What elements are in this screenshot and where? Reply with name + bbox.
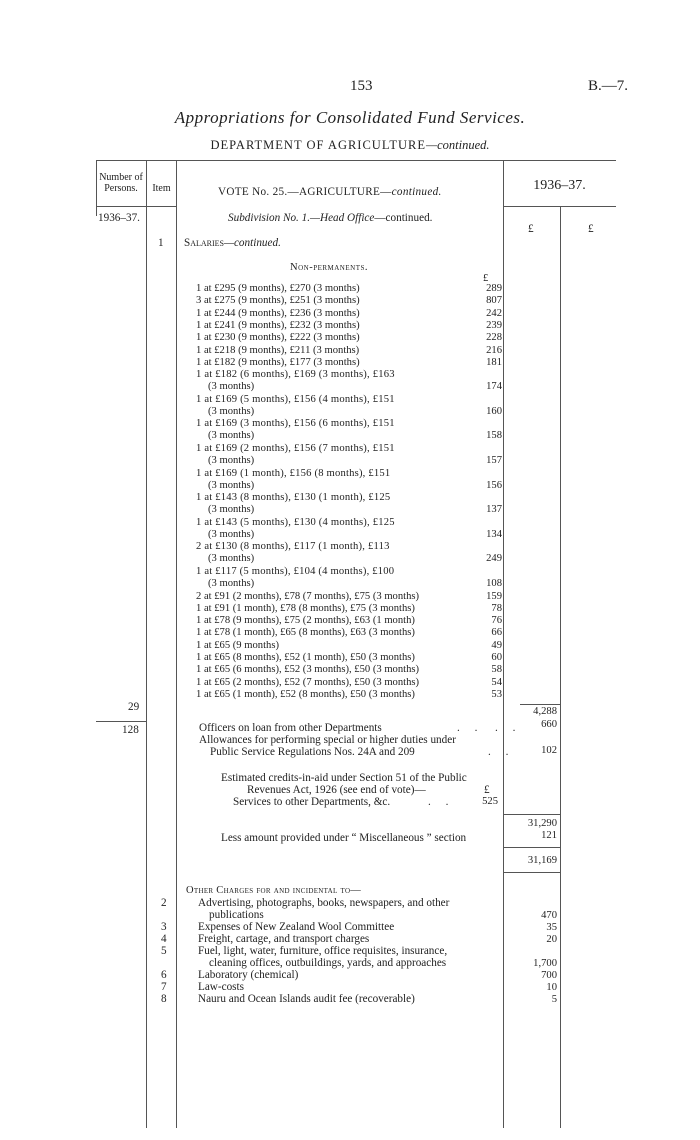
charge-description: Law-costs bbox=[198, 981, 244, 993]
row-description: 1 at £78 (1 month), £65 (8 months), £63 (3 months) bbox=[196, 627, 415, 639]
charge-description: Fuel, light, water, furniture, office requisites, insurance, bbox=[198, 945, 448, 957]
row-description-cont: (3 months) bbox=[208, 553, 255, 565]
persons-subtotal: 29 bbox=[128, 701, 140, 713]
charge-amount: 5 bbox=[551, 994, 557, 1005]
charge-description: Laboratory (chemical) bbox=[198, 969, 299, 981]
salaries-subtotal: 4,288 bbox=[533, 706, 557, 717]
row-description-cont: (3 months) bbox=[208, 479, 255, 491]
department-suffix: —continued. bbox=[425, 138, 490, 152]
table-row bbox=[196, 443, 502, 467]
subdivision-heading bbox=[228, 212, 432, 224]
table-row bbox=[196, 615, 502, 627]
charge-amount: 35 bbox=[546, 922, 557, 933]
row-description: 1 at £169 (1 month), £156 (8 months), £151 bbox=[196, 467, 391, 479]
less-miscellaneous-label: Less amount provided under “ Miscellaneous ” section bbox=[221, 832, 467, 844]
row-description: 1 at £244 (9 months), £236 (3 months) bbox=[196, 307, 360, 319]
row-description: 1 at £169 (3 months), £156 (6 months), £151 bbox=[196, 418, 395, 430]
vote-title: VOTE No. 25.—AGRICULTURE— bbox=[218, 186, 392, 198]
charge-item-number: 6 bbox=[161, 969, 167, 981]
table-row bbox=[196, 603, 502, 615]
row-amount: 174 bbox=[486, 381, 502, 393]
row-amount: 108 bbox=[486, 577, 502, 589]
charge-description: Expenses of New Zealand Wool Committee bbox=[198, 921, 395, 933]
col-divider-amount2 bbox=[560, 206, 561, 1128]
table-row bbox=[196, 677, 502, 689]
table-row bbox=[196, 332, 502, 344]
officers-on-loan-amount: 660 bbox=[541, 719, 557, 730]
row-amount: 807 bbox=[486, 295, 502, 307]
non-permanents-heading: Non-permanents. bbox=[290, 262, 368, 273]
year-header: 1936–37. bbox=[533, 178, 586, 193]
salaries-label-cont: —continued. bbox=[224, 237, 281, 249]
row-description: 1 at £65 (9 months) bbox=[196, 639, 279, 651]
header-bottom-rule-left bbox=[96, 206, 176, 207]
subdivision-cont: —continued. bbox=[374, 212, 433, 224]
vote-heading bbox=[218, 186, 442, 198]
table-row bbox=[196, 517, 502, 541]
allowances-line2-text: Public Service Regulations Nos. 24A and 209 bbox=[210, 746, 415, 758]
row-amount: 58 bbox=[491, 664, 502, 676]
credits-amount: 525 bbox=[482, 796, 498, 807]
row-description: 3 at £275 (9 months), £251 (3 months) bbox=[196, 295, 360, 307]
row-amount: 53 bbox=[491, 688, 502, 700]
table-row bbox=[196, 308, 502, 320]
salaries-subtotal-rule bbox=[520, 704, 560, 705]
table-left-edge bbox=[96, 160, 97, 216]
charge-item-number: 4 bbox=[161, 933, 167, 945]
row-description: 1 at £182 (9 months), £177 (3 months) bbox=[196, 356, 360, 368]
allowances-line2: Public Service Regulations Nos. 24A and 209 . . bbox=[210, 746, 515, 758]
row-description-cont: (3 months) bbox=[208, 381, 255, 393]
row-amount: 49 bbox=[491, 639, 502, 651]
table-row bbox=[196, 591, 502, 603]
department-heading bbox=[0, 138, 700, 153]
row-amount: 156 bbox=[486, 479, 502, 491]
charge-description-cont: cleaning offices, outbuildings, yards, and approaches bbox=[209, 957, 447, 969]
other-charges-heading: Other Charges for and incidental to— bbox=[186, 885, 362, 896]
charge-description-cont: publications bbox=[209, 909, 264, 921]
row-description: 1 at £143 (5 months), £130 (4 months), £125 bbox=[196, 516, 395, 528]
row-description-cont: (3 months) bbox=[208, 430, 255, 442]
table-row bbox=[196, 652, 502, 664]
row-amount: 216 bbox=[486, 344, 502, 356]
row-amount: 249 bbox=[486, 553, 502, 565]
row-description-cont: (3 months) bbox=[208, 454, 255, 466]
salaries-net-total: 31,169 bbox=[527, 855, 557, 866]
persons-year: 1936–37. bbox=[98, 212, 140, 224]
charge-description: Freight, cartage, and transport charges bbox=[198, 933, 370, 945]
table-row bbox=[196, 541, 502, 565]
net-total-bottom-rule bbox=[503, 872, 560, 873]
row-amount: 134 bbox=[486, 528, 502, 540]
charge-item-number: 5 bbox=[161, 945, 167, 957]
charge-amount: 470 bbox=[541, 910, 557, 921]
row-amount: 160 bbox=[486, 405, 502, 417]
table-row bbox=[196, 468, 502, 492]
charge-item-number: 3 bbox=[161, 921, 167, 933]
credits-pound: £ bbox=[484, 784, 490, 796]
row-amount: 78 bbox=[491, 602, 502, 614]
credits-line3-text: Services to other Departments, &c. bbox=[233, 796, 391, 808]
col-divider-item bbox=[176, 160, 177, 1128]
table-row bbox=[196, 689, 502, 701]
row-description-cont: (3 months) bbox=[208, 504, 255, 516]
table-row bbox=[196, 369, 502, 393]
table-row bbox=[196, 566, 502, 590]
pound-col1-header: £ bbox=[528, 223, 534, 235]
net-total-top-rule bbox=[503, 847, 560, 848]
allowances-line1: Allowances for performing special or higher duties under bbox=[199, 734, 456, 746]
row-amount: 137 bbox=[486, 504, 502, 516]
row-description-cont: (3 months) bbox=[208, 528, 255, 540]
row-amount: 54 bbox=[491, 676, 502, 688]
table-row bbox=[196, 492, 502, 516]
row-description: 1 at £230 (9 months), £222 (3 months) bbox=[196, 332, 360, 344]
row-amount: 289 bbox=[486, 283, 502, 294]
row-amount: 159 bbox=[486, 590, 502, 602]
row-amount: 76 bbox=[491, 615, 502, 627]
salaries-label: Salaries bbox=[184, 237, 224, 249]
credits-line1: Estimated credits-in-aid under Section 51 of the Public bbox=[221, 772, 467, 784]
row-description: 1 at £218 (9 months), £211 (3 months) bbox=[196, 344, 360, 356]
table-row bbox=[196, 345, 502, 357]
row-description: 1 at £65 (8 months), £52 (1 month), £50 (3 months) bbox=[196, 652, 415, 663]
row-description: 1 at £78 (9 months), £75 (2 months), £63 (1 month) bbox=[196, 615, 415, 627]
row-amount: 66 bbox=[491, 627, 502, 639]
pound-col2-header: £ bbox=[588, 223, 594, 235]
row-description: 1 at £182 (6 months), £169 (3 months), £163 bbox=[196, 369, 395, 381]
row-description: 1 at £117 (5 months), £104 (4 months), £100 bbox=[196, 565, 395, 577]
page-number: 153 bbox=[350, 78, 373, 94]
row-description: 2 at £91 (2 months), £78 (7 months), £75 (3 months) bbox=[196, 590, 420, 602]
subdivision-title: Subdivision No. 1.—Head Office bbox=[228, 212, 375, 224]
row-description: 1 at £65 (6 months), £52 (3 months), £50 (3 months) bbox=[196, 664, 420, 676]
col-divider-persons bbox=[146, 160, 147, 1128]
page-title: Appropriations for Consolidated Fund Services. bbox=[174, 108, 526, 127]
department-name: DEPARTMENT OF AGRICULTURE bbox=[210, 138, 426, 152]
table-row bbox=[196, 627, 502, 639]
charge-amount: 1,700 bbox=[533, 958, 557, 969]
table-row bbox=[196, 295, 502, 307]
row-description: 2 at £130 (8 months), £117 (1 month), £113 bbox=[196, 541, 390, 553]
salaries-total: 31,290 bbox=[527, 818, 557, 829]
document-reference: B.—7. bbox=[588, 78, 629, 94]
row-description: 1 at £65 (1 month), £52 (8 months), £50 (3 months) bbox=[196, 688, 415, 700]
charge-item-number: 8 bbox=[161, 993, 167, 1005]
officers-on-loan-text: Officers on loan from other Departments bbox=[199, 722, 382, 734]
row-description-cont: (3 months) bbox=[208, 405, 255, 417]
charge-amount: 20 bbox=[546, 934, 557, 945]
row-description: 1 at £241 (9 months), £232 (3 months) bbox=[196, 319, 360, 331]
row-description-cont: (3 months) bbox=[208, 577, 255, 589]
row-description: 1 at £169 (5 months), £156 (4 months), £151 bbox=[196, 393, 395, 405]
row-amount: 60 bbox=[491, 652, 502, 663]
charge-description: Advertising, photographs, books, newspapers, and other bbox=[198, 897, 450, 909]
table-row bbox=[196, 640, 502, 652]
table-row bbox=[196, 418, 502, 442]
credits-line3: Services to other Departments, &c. . . bbox=[233, 796, 455, 808]
row-description: 1 at £65 (2 months), £52 (7 months), £50 (3 months) bbox=[196, 676, 420, 688]
credits-line2: Revenues Act, 1926 (see end of vote)— bbox=[247, 784, 426, 796]
charge-item-number: 2 bbox=[161, 897, 167, 909]
officers-on-loan-label: Officers on loan from other Departments . . . . bbox=[199, 722, 522, 734]
table-row bbox=[196, 320, 502, 332]
item-header: Item bbox=[152, 183, 171, 194]
table-row bbox=[196, 394, 502, 418]
row-description: 1 at £143 (8 months), £130 (1 month), £125 bbox=[196, 492, 391, 504]
persons-total: 128 bbox=[122, 724, 139, 736]
row-amount: 228 bbox=[486, 332, 502, 344]
total-top-rule bbox=[503, 814, 560, 815]
table-row bbox=[196, 283, 502, 295]
row-amount: 239 bbox=[486, 319, 502, 331]
row-amount: 157 bbox=[486, 454, 502, 466]
row-description: 1 at £169 (2 months), £156 (7 months), £151 bbox=[196, 442, 395, 454]
charge-amount: 700 bbox=[541, 970, 557, 981]
charge-amount: 10 bbox=[546, 982, 557, 993]
non-permanents-pound: £ bbox=[483, 273, 489, 284]
table-top-rule bbox=[96, 160, 616, 161]
row-amount: 158 bbox=[486, 430, 502, 442]
persons-subtotal-rule bbox=[96, 721, 146, 722]
charge-description: Nauru and Ocean Islands audit fee (recoverable) bbox=[198, 993, 415, 1005]
row-description: 1 at £91 (1 month), £78 (8 months), £75 (3 months) bbox=[196, 602, 415, 614]
row-description: 1 at £295 (9 months), £270 (3 months) bbox=[196, 283, 360, 294]
salaries-heading bbox=[184, 237, 281, 249]
charge-item-number: 7 bbox=[161, 981, 167, 993]
table-row bbox=[196, 357, 502, 369]
row-amount: 181 bbox=[486, 356, 502, 368]
vote-cont: continued. bbox=[391, 186, 442, 198]
salaries-item-number: 1 bbox=[158, 237, 164, 249]
table-row bbox=[196, 664, 502, 676]
allowances-amount: 102 bbox=[541, 745, 557, 756]
less-miscellaneous-amount: 121 bbox=[541, 830, 557, 841]
row-amount: 242 bbox=[486, 307, 502, 319]
number-of-persons-header: Number of Persons. bbox=[99, 172, 143, 194]
